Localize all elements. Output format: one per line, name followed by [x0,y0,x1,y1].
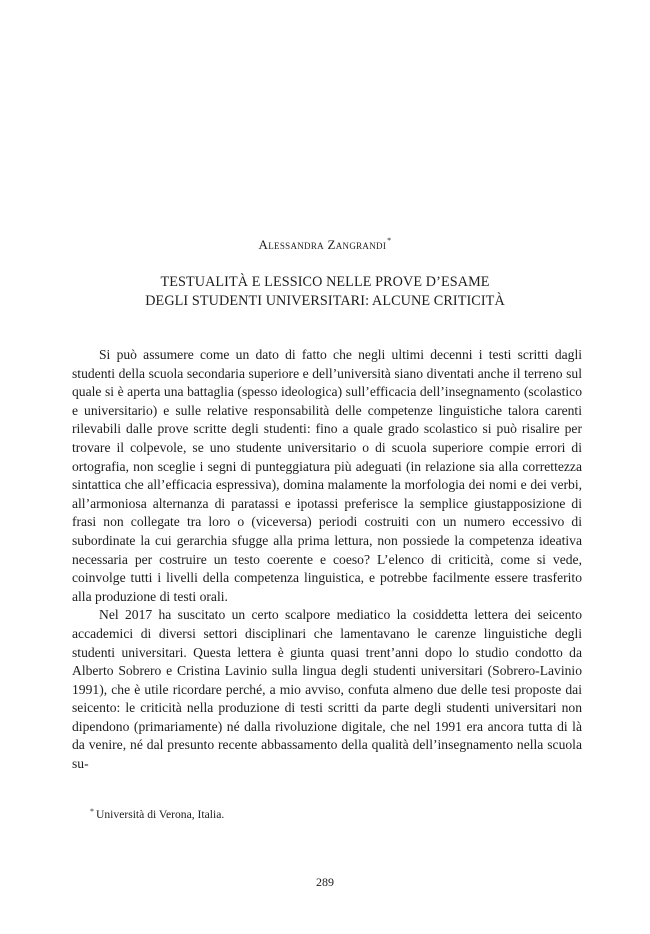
title-line-1: TESTUALITÀ E LESSICO NELLE PROVE D’ESAME [160,274,490,290]
article-title [0,273,650,311]
body-text [72,346,582,774]
author-text: Alessandra Zangrandi [258,237,387,252]
footnote-mark: * [90,807,94,816]
page-number: 289 [316,875,334,889]
paragraph-2: Nel 2017 ha suscitato un certo scalpore mediatico la cosiddetta lettera dei seicento accademici di diversi settori disciplinari che lamentavano le carenze linguistiche degli studenti universitari. Questa lettera è giunta quasi trent’anni dopo lo studio condotto da Alberto Sobrero e Cristina Lavinio sulla lingua degli studenti universitari (Sobrero-Lavinio 1991), che è utile ricordare perché, a mio avviso, confuta almeno due delle tesi proposte dai seicento: le criticità nella produzione di testi scritti da parte degli studenti universitari non dipendono (primariamente) né dalla rivoluzione digitale, che nel 1991 era ancora tutta di là da venire, né dal presunto recente abbassamento della qualità dell’insegnamento nella scuola su- [72,607,582,772]
footnote [90,807,225,822]
footnote-text: Università di Verona, Italia. [96,808,225,821]
author-name [0,236,650,253]
paragraph-1: Si può assumere come un dato di fatto che negli ultimi decenni i testi scritti dagli studenti della scuola secondaria superiore e dell’università siano diventati anche il terreno sul quale si è aperta una battaglia (spesso ideologica) sull’efficacia dell’insegnamento (scolastico e universitario) e sulle relative responsabilità delle competenze linguistiche talora carenti rilevabili dalle prove scritte degli studenti: fino a quale grado scolastico si può risalire per trovare il colpevole, se uno studente universitario o di scuola superiore compie errori di ortografia, non sceglie i segni di punteggiatura più adeguati (in relazione sia alla correttezza sintattica che all’efficacia espressiva), domina malamente la morfologia dei nomi e dei verbi, all’armoniosa alternanza di paratassi e ipotassi preferisce la semplice giustapposizione di frasi non collegate tra loro o (viceversa) periodi costruiti con un numero eccessivo di subordinate la cui gerarchia sfugge alla prima lettura, non possiede la competenza ideativa necessaria per costruire un testo coerente e coeso? L’elenco di criticità, come si vede, coinvolge tutti i livelli della competenza linguistica, e potrebbe facilmente essere trasferito alla produzione di testi orali. [72,347,582,604]
title-line-2: DEGLI STUDENTI UNIVERSITARI: ALCUNE CRITICITÀ [145,293,505,309]
author-footnote-mark: * [387,236,392,245]
